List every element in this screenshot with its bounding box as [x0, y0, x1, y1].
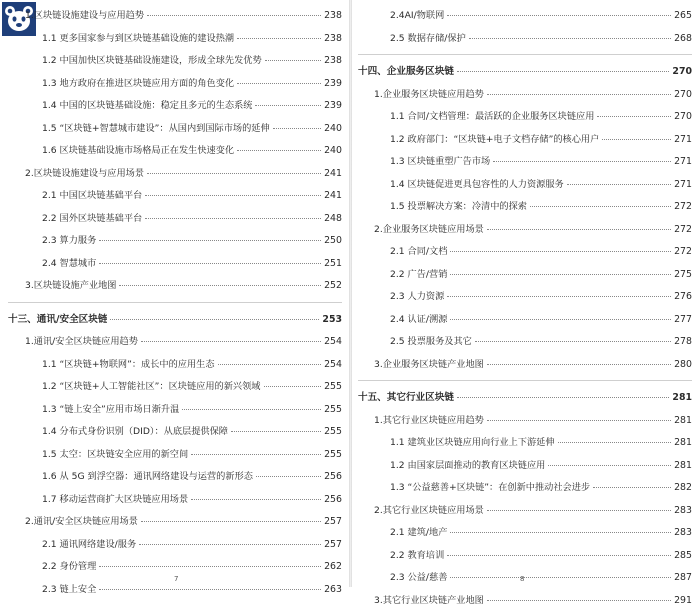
- toc-entry-label: 1.其它行业区块链应用趋势: [374, 410, 484, 433]
- toc-entry-page: 276: [674, 286, 692, 309]
- toc-entry-page: 238: [324, 28, 342, 51]
- toc-entry-label: 2.2 广告/营销: [390, 264, 447, 287]
- toc-chapter[interactable]: [352, 61, 700, 84]
- dot-leader: [457, 71, 669, 72]
- dot-leader: [450, 532, 671, 533]
- toc-subsection[interactable]: [352, 545, 700, 568]
- toc-entry-label: 1.4 中国的区块链基础设施：稳定且多元的生态系统: [42, 95, 252, 118]
- toc-section[interactable]: [352, 354, 700, 377]
- toc-subsection[interactable]: [0, 534, 350, 557]
- toc-entry-label: 2.1 建筑/地产: [390, 522, 447, 545]
- chapter-separator: [358, 380, 692, 381]
- toc-entry-label: 1.1 更多国家参与到区块链基础设施的建设热潮: [42, 28, 234, 51]
- dot-leader: [602, 139, 671, 140]
- dot-leader: [99, 240, 321, 241]
- dot-leader: [218, 364, 322, 365]
- toc-entry-label: 2.4 智慧城市: [42, 253, 96, 276]
- toc-entry-page: 255: [324, 444, 342, 467]
- toc-entry-page: 238: [324, 50, 342, 73]
- dot-leader: [264, 386, 322, 387]
- toc-entry-label: 2.2 教育培训: [390, 545, 444, 568]
- dot-leader: [139, 544, 321, 545]
- toc-entry-page: 241: [324, 163, 342, 186]
- toc-subsection[interactable]: [0, 376, 350, 399]
- toc-entry-page: 275: [674, 264, 692, 287]
- toc-subsection[interactable]: [352, 522, 700, 545]
- dot-leader: [273, 128, 321, 129]
- toc-entry-page: 281: [674, 410, 692, 433]
- dot-leader: [145, 195, 321, 196]
- toc-entry-page: 270: [674, 84, 692, 107]
- toc-entry-label: 1.6 从 5G 到浮空器：通讯网络建设与运营的新形态: [42, 466, 253, 489]
- toc-subsection[interactable]: [352, 151, 700, 174]
- dot-leader: [487, 364, 671, 365]
- toc-entry-page: 263: [324, 579, 342, 602]
- toc-entry-page: 262: [324, 556, 342, 579]
- toc-subsection[interactable]: [352, 567, 700, 590]
- left-page: [0, 0, 350, 587]
- toc-entry-label: 2.5 数据存储/保护: [390, 28, 466, 51]
- toc-entry-page: 287: [674, 567, 692, 590]
- dot-leader: [99, 263, 321, 264]
- toc-chapter[interactable]: [0, 309, 350, 332]
- toc-entry-label: 1.1 合同/文档管理：最活跃的企业服务区块链应用: [390, 106, 594, 129]
- dot-leader: [558, 442, 672, 443]
- toc-entry-label: 1.企业服务区块链应用趋势: [374, 84, 484, 107]
- toc-entry-page: 257: [324, 534, 342, 557]
- toc-section[interactable]: [0, 5, 350, 28]
- toc-entry-page: 256: [324, 489, 342, 512]
- dot-leader: [255, 105, 321, 106]
- toc-section[interactable]: [352, 410, 700, 433]
- toc-entry-label: 十三、通讯/安全区块链: [8, 309, 107, 332]
- dot-leader: [450, 319, 671, 320]
- toc-subsection[interactable]: [0, 354, 350, 377]
- toc-entry-page: 255: [324, 376, 342, 399]
- toc-entry-page: 239: [324, 95, 342, 118]
- toc-entry-label: 1.通讯/安全区块链应用趋势: [25, 331, 138, 354]
- toc-subsection[interactable]: [0, 444, 350, 467]
- toc-entry-page: 250: [324, 230, 342, 253]
- toc-entry-label: 2.1 通讯网络建设/服务: [42, 534, 136, 557]
- dot-leader: [147, 15, 321, 16]
- toc-entry-label: 1.4 区块链促进更具包容性的人力资源服务: [390, 174, 564, 197]
- page-number-right: 8: [520, 575, 524, 583]
- toc-entry-page: 251: [324, 253, 342, 276]
- toc-section[interactable]: [0, 163, 350, 186]
- toc-entry-label: 2.3 链上安全: [42, 579, 96, 602]
- dot-leader: [447, 296, 671, 297]
- toc-entry-label: 1.5 太空：区块链安全应用的新空间: [42, 444, 188, 467]
- dot-leader: [493, 161, 671, 162]
- toc-entry-page: 254: [324, 331, 342, 354]
- toc-entry-page: 282: [674, 477, 692, 500]
- toc-entry-page: 272: [674, 196, 692, 219]
- toc-subsection[interactable]: [0, 185, 350, 208]
- toc-entry-label: 3.其它行业区块链产业地图: [374, 590, 484, 612]
- toc-entry-page: 239: [324, 73, 342, 96]
- toc-entry-page: 281: [674, 432, 692, 455]
- toc-entry-page: 281: [674, 455, 692, 478]
- dot-leader: [450, 274, 671, 275]
- toc-entry-page: 271: [674, 151, 692, 174]
- toc-entry-label: 十五、其它行业区块链: [358, 387, 454, 410]
- dot-leader: [237, 38, 321, 39]
- toc-entry-page: 270: [674, 106, 692, 129]
- dot-leader: [447, 15, 671, 16]
- right-page: [352, 0, 700, 587]
- toc-subsection[interactable]: [352, 5, 700, 28]
- dot-leader: [457, 397, 669, 398]
- toc-entry-page: 277: [674, 309, 692, 332]
- toc-subsection[interactable]: [0, 140, 350, 163]
- toc-entry-page: 285: [674, 545, 692, 568]
- toc-entry-page: 241: [324, 185, 342, 208]
- toc-chapter[interactable]: [352, 387, 700, 410]
- toc-entry-page: 281: [672, 387, 692, 410]
- toc-entry-label: 2.3 公益/慈善: [390, 567, 447, 590]
- toc-entry-label: 2.2 国外区块链基础平台: [42, 208, 142, 231]
- toc-entry-label: 2.2 身份管理: [42, 556, 96, 579]
- toc-entry-page: 238: [324, 5, 342, 28]
- toc-entry-page: 278: [674, 331, 692, 354]
- toc-entry-label: 十四、企业服务区块链: [358, 61, 454, 84]
- dot-leader: [237, 150, 321, 151]
- chapter-separator: [358, 54, 692, 55]
- dot-leader: [147, 173, 321, 174]
- dot-leader: [231, 431, 321, 432]
- toc-entry-page: 248: [324, 208, 342, 231]
- toc-subsection[interactable]: [0, 118, 350, 141]
- dot-leader: [237, 83, 321, 84]
- toc-subsection[interactable]: [352, 477, 700, 500]
- toc-entry-label: 1.3 区块链重塑广告市场: [390, 151, 490, 174]
- toc-subsection[interactable]: [0, 489, 350, 512]
- toc-entry-label: 2.区块链设施建设与应用场景: [25, 163, 144, 186]
- dot-leader: [141, 341, 321, 342]
- toc-section[interactable]: [0, 275, 350, 298]
- toc-subsection[interactable]: [0, 230, 350, 253]
- toc-entry-page: 283: [674, 522, 692, 545]
- dot-leader: [145, 218, 321, 219]
- toc-subsection[interactable]: [0, 421, 350, 444]
- dot-leader: [141, 521, 321, 522]
- toc-entry-label: 1.3 “链上安全”应用市场日渐升温: [42, 399, 179, 422]
- toc-entry-page: 265: [674, 5, 692, 28]
- dot-leader: [182, 409, 321, 410]
- toc-subsection[interactable]: [0, 399, 350, 422]
- dot-leader: [450, 251, 671, 252]
- dot-leader: [110, 319, 319, 320]
- toc-entry-label: 1.3 地方政府在推进区块链应用方面的角色变化: [42, 73, 234, 96]
- toc-entry-label: 2.3 算力服务: [42, 230, 96, 253]
- toc-entry-page: 272: [674, 219, 692, 242]
- toc-entry-page: 283: [674, 500, 692, 523]
- toc-subsection[interactable]: [352, 432, 700, 455]
- toc-section[interactable]: [352, 590, 700, 612]
- dot-leader: [256, 476, 321, 477]
- toc-subsection[interactable]: [352, 106, 700, 129]
- toc-entry-label: 2.其它行业区块链应用场景: [374, 500, 484, 523]
- toc-entry-page: 255: [324, 399, 342, 422]
- toc-entry-page: 256: [324, 466, 342, 489]
- dot-leader: [119, 285, 321, 286]
- toc-subsection[interactable]: [0, 73, 350, 96]
- toc-entry-label: 2.4AI/物联网: [390, 5, 444, 28]
- toc-entry-label: 1.1 “区块链+物联网”：成长中的应用生态: [42, 354, 215, 377]
- dot-leader: [450, 577, 671, 578]
- toc-entry-page: 270: [672, 61, 692, 84]
- toc-entry-page: 280: [674, 354, 692, 377]
- toc-entry-label: 2.通讯/安全区块链应用场景: [25, 511, 138, 534]
- dot-leader: [191, 499, 321, 500]
- toc-left: [0, 5, 350, 601]
- toc-subsection[interactable]: [0, 208, 350, 231]
- toc-entry-label: 2.5 投票服务及其它: [390, 331, 472, 354]
- dot-leader: [469, 38, 671, 39]
- toc-entry-label: 2.企业服务区块链应用场景: [374, 219, 484, 242]
- dot-leader: [487, 510, 671, 511]
- toc-subsection[interactable]: [352, 28, 700, 51]
- dot-leader: [447, 555, 671, 556]
- dot-leader: [99, 589, 321, 590]
- toc-entry-label: 1.1 建筑业区块链应用向行业上下游延伸: [390, 432, 555, 455]
- toc-subsection[interactable]: [352, 309, 700, 332]
- dot-leader: [487, 420, 671, 421]
- toc-entry-label: 1.3 “公益慈善+区块链”：在创新中推动社会进步: [390, 477, 590, 500]
- dot-leader: [265, 60, 321, 61]
- toc-subsection[interactable]: [352, 129, 700, 152]
- toc-entry-label: 3.区块链设施产业地图: [25, 275, 116, 298]
- toc-entry-page: 257: [324, 511, 342, 534]
- toc-section[interactable]: [352, 84, 700, 107]
- toc-subsection[interactable]: [0, 28, 350, 51]
- toc-entry-page: 240: [324, 118, 342, 141]
- toc-section[interactable]: [0, 331, 350, 354]
- dot-leader: [475, 341, 671, 342]
- toc-section[interactable]: [0, 511, 350, 534]
- toc-entry-page: 271: [674, 174, 692, 197]
- toc-subsection[interactable]: [0, 466, 350, 489]
- dot-leader: [487, 600, 671, 601]
- toc-subsection[interactable]: [352, 286, 700, 309]
- toc-entry-label: 2.4 认证/溯源: [390, 309, 447, 332]
- toc-entry-label: 1.4 分布式身份识别（DID）：从底层提供保障: [42, 421, 228, 444]
- toc-entry-label: 1.2 中国加快区块链基础设施建设，形成全球先发优势: [42, 50, 262, 73]
- toc-entry-label: 2.3 人力资源: [390, 286, 444, 309]
- toc-entry-label: 2.1 中国区块链基础平台: [42, 185, 142, 208]
- toc-entry-page: 291: [674, 590, 692, 612]
- toc-subsection[interactable]: [0, 50, 350, 73]
- toc-entry-label: 1.2 由国家层面推动的教育区块链应用: [390, 455, 545, 478]
- toc-entry-label: 1.2 “区块链+人工智能社区”：区块链应用的新兴领域: [42, 376, 261, 399]
- chapter-separator: [8, 302, 342, 303]
- dot-leader: [597, 116, 671, 117]
- toc-subsection[interactable]: [0, 253, 350, 276]
- toc-subsection[interactable]: [352, 331, 700, 354]
- toc-entry-label: 1.5 投票解决方案：冷清中的探索: [390, 196, 527, 219]
- toc-entry-label: 1.7 移动运营商扩大区块链应用场景: [42, 489, 188, 512]
- toc-entry-page: 272: [674, 241, 692, 264]
- toc-right: [352, 5, 700, 612]
- toc-subsection[interactable]: [352, 241, 700, 264]
- toc-entry-page: 240: [324, 140, 342, 163]
- toc-entry-label: 1.6 区块链基础设施市场格局正在发生快速变化: [42, 140, 234, 163]
- toc-entry-page: 268: [674, 28, 692, 51]
- toc-section[interactable]: [352, 219, 700, 242]
- toc-subsection[interactable]: [352, 455, 700, 478]
- toc-entry-page: 253: [322, 309, 342, 332]
- dot-leader: [99, 566, 321, 567]
- dot-leader: [548, 465, 671, 466]
- dot-leader: [487, 94, 671, 95]
- page-number-left: 7: [174, 575, 178, 583]
- dot-leader: [567, 184, 671, 185]
- dot-leader: [487, 229, 671, 230]
- toc-entry-label: 3.企业服务区块链产业地图: [374, 354, 484, 377]
- toc-section[interactable]: [352, 500, 700, 523]
- toc-entry-label: 1.5 “区块链+智慧城市建设”：从国内到国际市场的延伸: [42, 118, 270, 141]
- toc-entry-label: 1.2 政府部门：“区块链+电子文档存储”的核心用户: [390, 129, 599, 152]
- dot-leader: [593, 487, 671, 488]
- dot-leader: [530, 206, 671, 207]
- toc-subsection[interactable]: [0, 95, 350, 118]
- toc-entry-label: 2.1 合同/文档: [390, 241, 447, 264]
- toc-entry-page: 254: [324, 354, 342, 377]
- toc-entry-page: 255: [324, 421, 342, 444]
- toc-entry-page: 252: [324, 275, 342, 298]
- toc-subsection[interactable]: [352, 196, 700, 219]
- toc-entry-page: 271: [674, 129, 692, 152]
- toc-entry-label: 1.区块链设施建设与应用趋势: [25, 5, 144, 28]
- toc-subsection[interactable]: [352, 174, 700, 197]
- toc-subsection[interactable]: [352, 264, 700, 287]
- dot-leader: [191, 454, 321, 455]
